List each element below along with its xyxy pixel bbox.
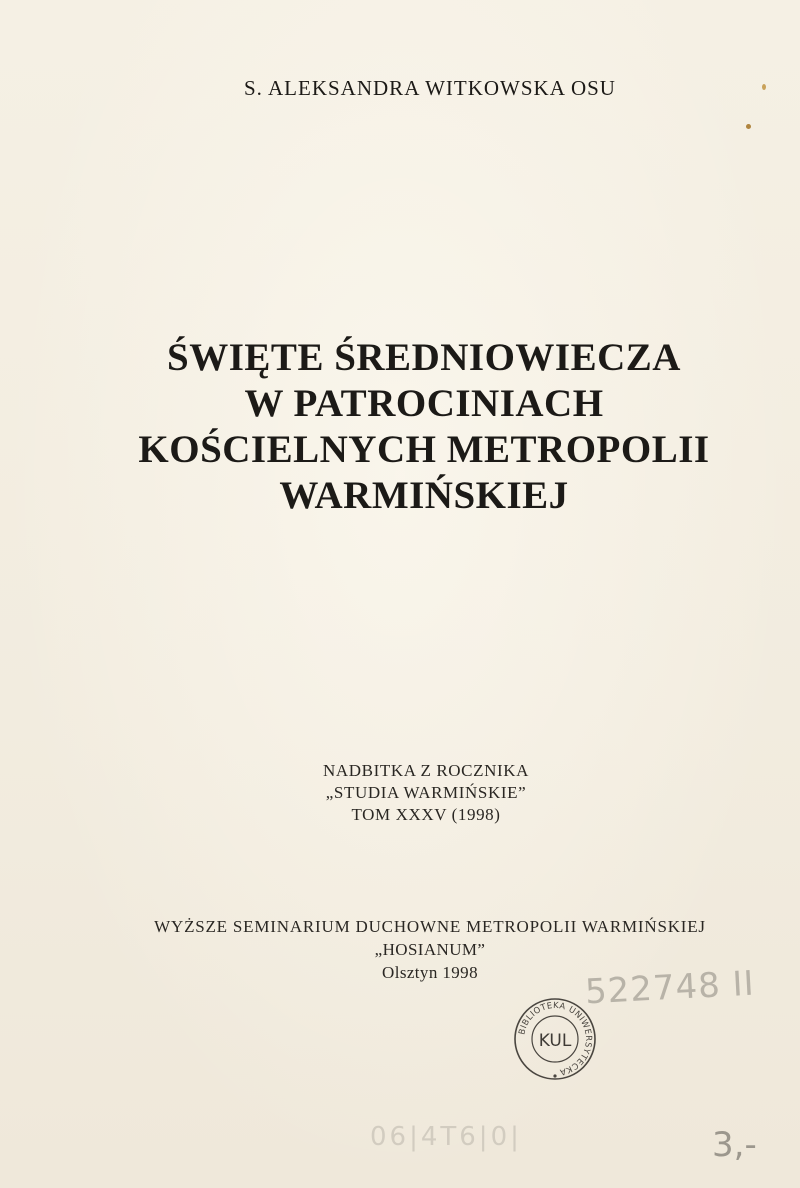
title-line: KOŚCIELNYCH METROPOLII	[138, 428, 710, 471]
library-stamp-icon	[512, 996, 598, 1082]
stamp-center-text: KUL	[538, 1031, 572, 1051]
offprint-line: TOM XXXV (1998)	[351, 805, 501, 824]
offprint-note	[0, 760, 800, 826]
paper-speck	[746, 124, 751, 129]
book-title	[0, 335, 800, 519]
handwritten-corner-mark: 3,-	[712, 1125, 757, 1165]
publication-place-year: Olsztyn 1998	[382, 963, 478, 982]
publisher-name: WYŻSZE SEMINARIUM DUCHOWNE METROPOLII WARMIŃSKIEJ	[154, 917, 706, 936]
offprint-line: NADBITKA Z ROCZNIKA	[323, 761, 529, 780]
author-name: S. ALEKSANDRA WITKOWSKA OSU	[244, 76, 616, 100]
handwritten-shelfmark: 522748 II	[584, 963, 756, 1013]
publisher-house: „HOSIANUM”	[374, 940, 486, 959]
handwritten-inventory-number: 06|4T6|0|	[370, 1122, 522, 1152]
title-line: W PATROCINIACH	[244, 382, 604, 425]
offprint-line: „STUDIA WARMIŃSKIE”	[325, 783, 527, 802]
paper-speck	[762, 84, 766, 90]
stamp-ring-text: BIBLIOTEKA UNIWERSYTECKA	[517, 1000, 594, 1077]
title-line: ŚWIĘTE ŚREDNIOWIECZA	[167, 336, 681, 379]
title-line: WARMIŃSKIEJ	[279, 474, 569, 517]
